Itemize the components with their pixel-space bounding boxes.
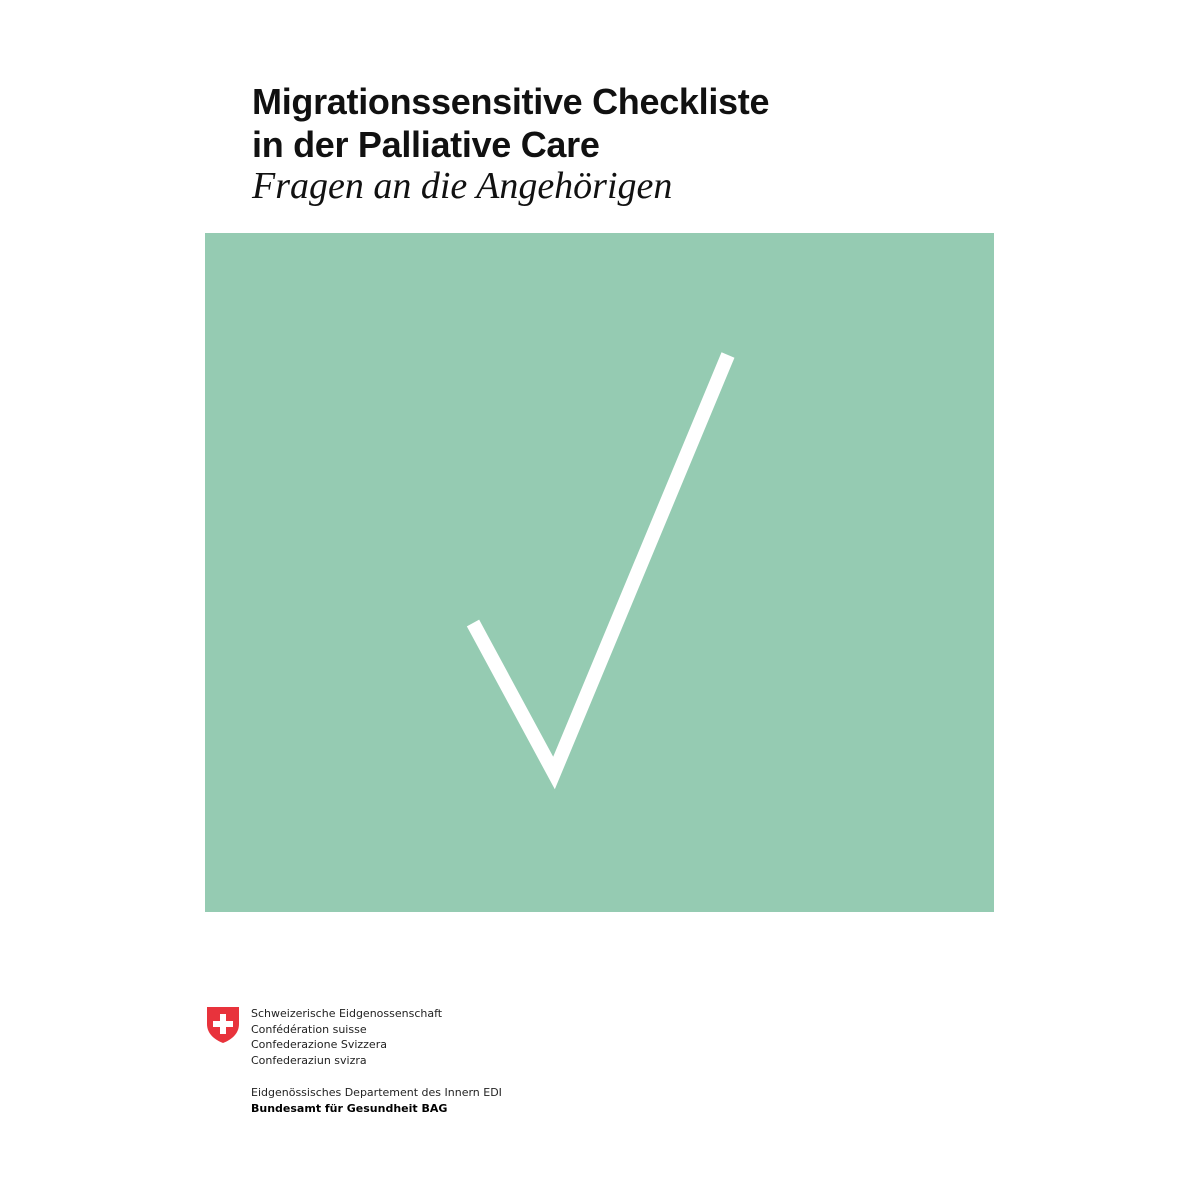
document-subtitle: Fragen an die Angehörigen xyxy=(252,165,673,207)
office-name: Bundesamt für Gesundheit BAG xyxy=(251,1101,448,1115)
department-info xyxy=(251,1085,502,1116)
federation-name-fr: Confédération suisse xyxy=(251,1022,367,1036)
federation-name-rm: Confederaziun svizra xyxy=(251,1053,367,1067)
title-line-2: in der Palliative Care xyxy=(252,124,600,165)
cover-image-panel xyxy=(205,233,994,912)
swiss-crest-icon xyxy=(206,1006,240,1044)
federation-names xyxy=(251,1006,442,1068)
department-name: Eidgenössisches Departement des Innern EDI xyxy=(251,1086,502,1099)
federation-name-it: Confederazione Svizzera xyxy=(251,1038,387,1051)
federation-name-de: Schweizerische Eidgenossenschaft xyxy=(251,1007,443,1020)
title-line-1: Migrationssensitive Checkliste xyxy=(252,81,770,122)
document-title xyxy=(252,80,769,166)
checkmark-icon xyxy=(205,233,994,912)
